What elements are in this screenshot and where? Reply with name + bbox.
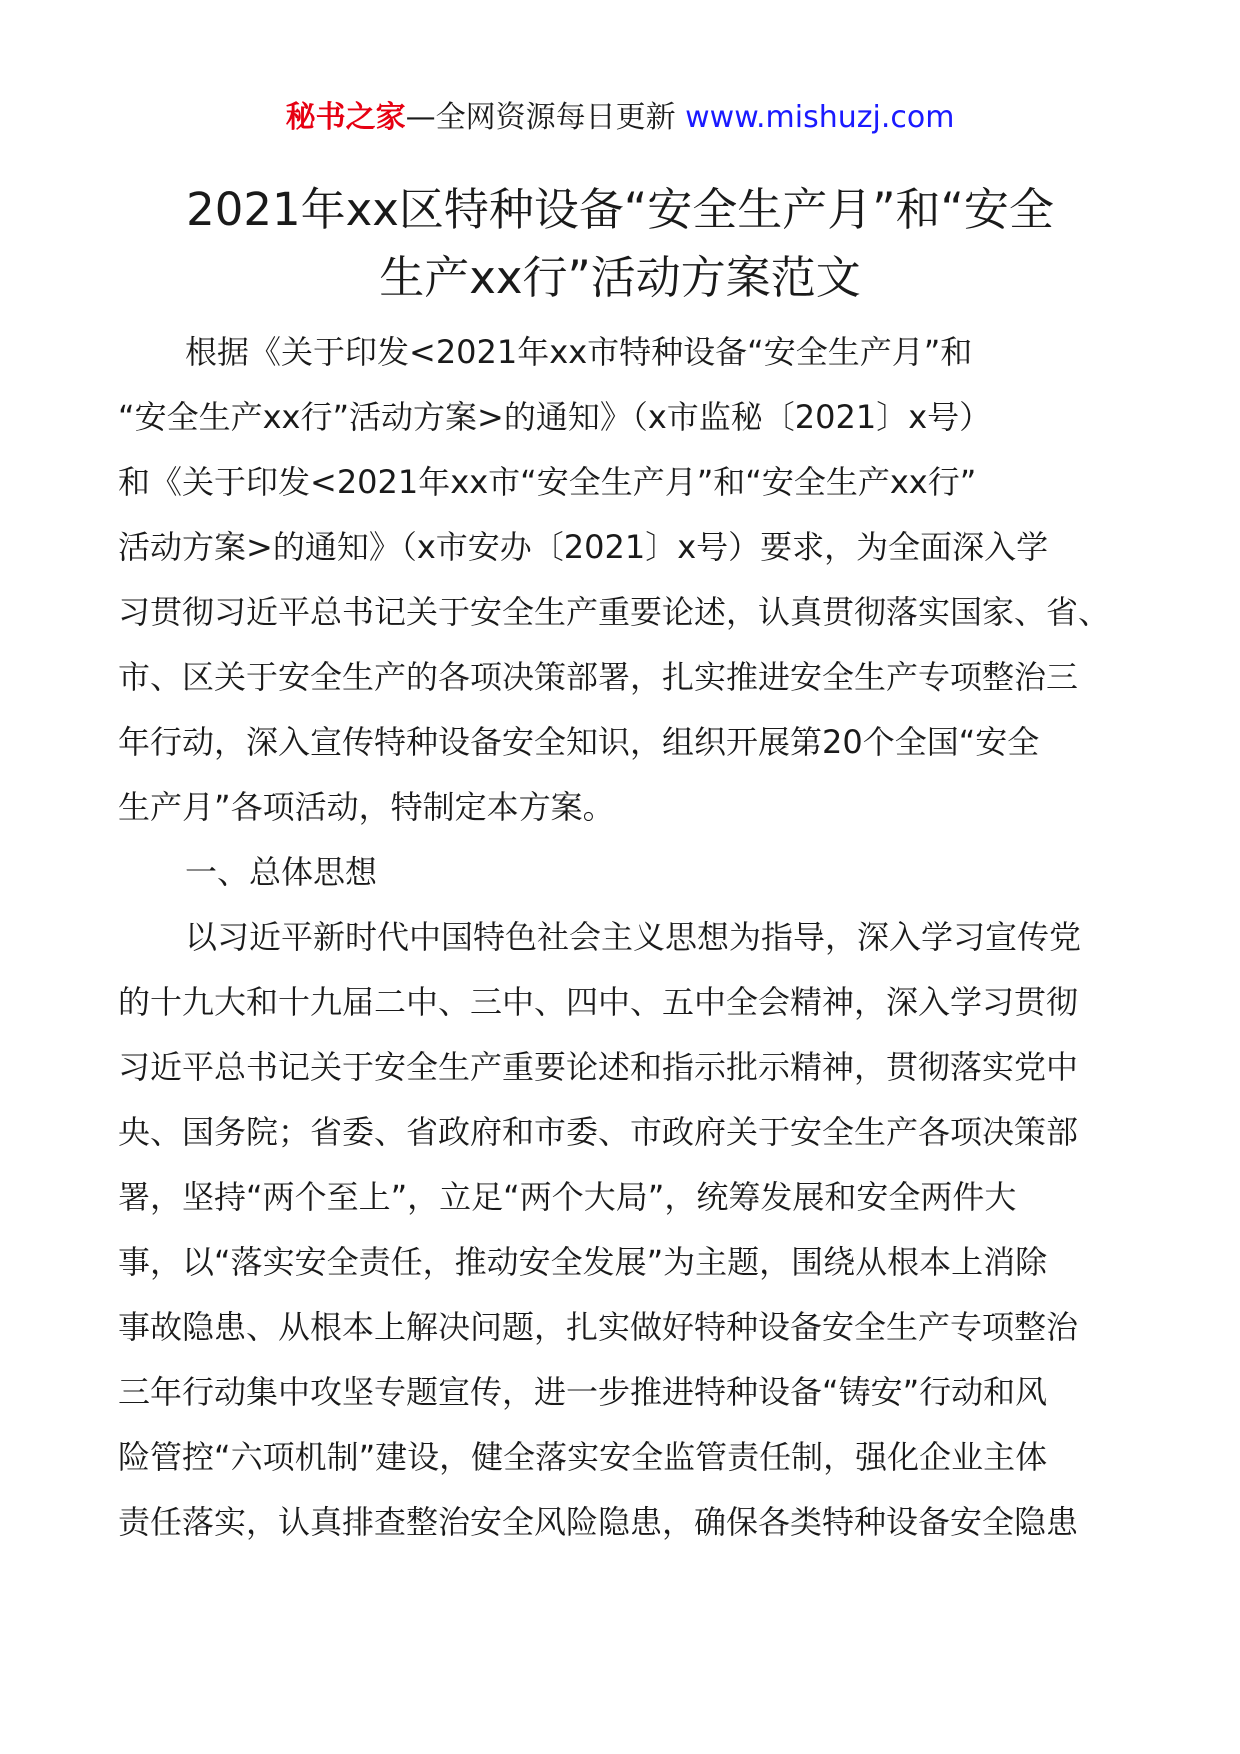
paragraph-line: 险管控“六项机制”建设，健全落实安全监管责任制，强化企业主体	[118, 1438, 1048, 1476]
title-line: 生产xx行”活动方案范文	[379, 251, 861, 304]
intro-paragraph	[118, 320, 1130, 840]
paragraph-line: 年行动，深入宣传特种设备安全知识，组织开展第20个全国“安全	[118, 723, 1040, 761]
paragraph-line: 根据《关于印发<2021年xx市特种设备“安全生产月”和	[185, 333, 973, 371]
paragraph-line: 习贯彻习近平总书记关于安全生产重要论述，认真贯彻落实国家、省、	[118, 593, 1111, 631]
paragraph-line: 事，以“落实安全责任，推动安全发展”为主题，围绕从根本上消除	[118, 1243, 1048, 1281]
paragraph-line: 市、区关于安全生产的各项决策部署，扎实推进安全生产专项整治三	[118, 658, 1079, 696]
site-header	[0, 98, 1240, 137]
title-line: 2021年xx区特种设备“安全生产月”和“安全	[186, 183, 1054, 236]
paragraph-line: 生产月”各项活动，特制定本方案。	[118, 788, 615, 826]
document-title	[118, 176, 1122, 312]
header-slogan: —全网资源每日更新	[405, 100, 676, 135]
paragraph-line: 的十九大和十九届二中、三中、四中、五中全会精神，深入学习贯彻	[118, 983, 1079, 1021]
paragraph-line: 和《关于印发<2021年xx市“安全生产月”和“安全生产xx行”	[118, 463, 977, 501]
paragraph-line: 事故隐患、从根本上解决问题，扎实做好特种设备安全生产专项整治	[118, 1308, 1079, 1346]
paragraph-line: 活动方案>的通知》（x市安办〔2021〕x号）要求，为全面深入学	[118, 528, 1049, 566]
site-url-link[interactable]: www.mishuzj.com	[685, 100, 955, 135]
brand-name: 秘书之家	[285, 100, 406, 135]
paragraph-line: 三年行动集中攻坚专题宣传，进一步推进特种设备“铸安”行动和风	[118, 1373, 1048, 1411]
paragraph-line: 署，坚持“两个至上”，立足“两个大局”，统筹发展和安全两件大	[118, 1178, 1017, 1216]
paragraph-line: 央、国务院；省委、省政府和市委、市政府关于安全生产各项决策部	[118, 1113, 1079, 1151]
section-heading	[118, 840, 1130, 905]
section-heading-text: 一、总体思想	[185, 853, 378, 891]
paragraph-line: 责任落实，认真排查整治安全风险隐患，确保各类特种设备安全隐患	[118, 1503, 1079, 1541]
paragraph-line: “安全生产xx行”活动方案>的通知》（x市监秘〔2021〕x号）	[118, 398, 992, 436]
document-body	[118, 320, 1130, 1555]
paragraph-line: 以习近平新时代中国特色社会主义思想为指导，深入学习宣传党	[185, 918, 1082, 956]
body-paragraph	[118, 905, 1130, 1555]
paragraph-line: 习近平总书记关于安全生产重要论述和指示批示精神，贯彻落实党中	[118, 1048, 1079, 1086]
